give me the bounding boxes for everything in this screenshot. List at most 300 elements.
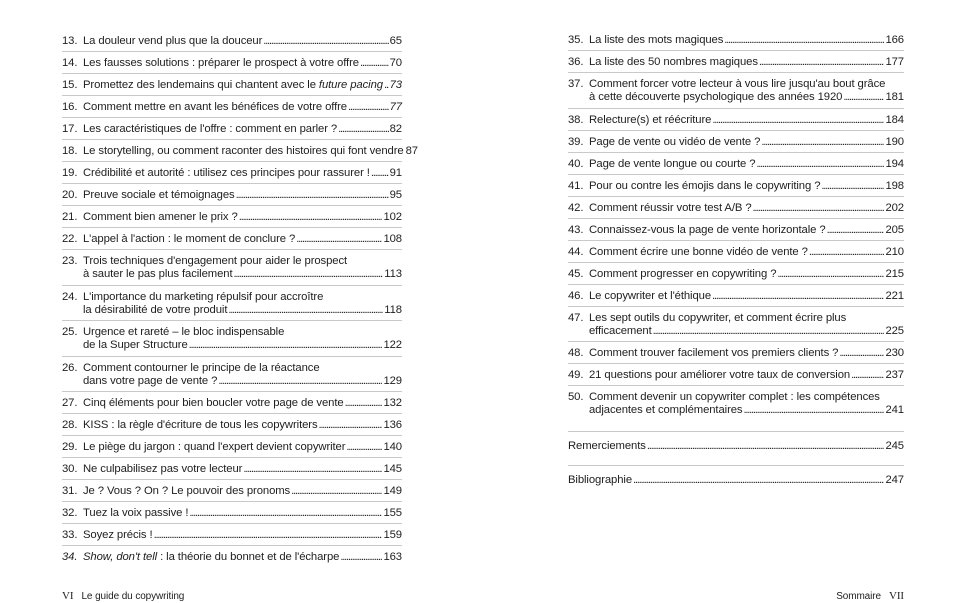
toc-dot-leader (189, 507, 382, 520)
toc-separator (568, 50, 904, 51)
toc-entry-title-text: La douleur vend plus que la douceur (83, 35, 263, 47)
toc-entry (62, 291, 402, 317)
toc-entry-line (62, 397, 402, 410)
footer-left (62, 590, 184, 603)
toc-separator (568, 385, 904, 386)
toc-entry-title-text: Tuez la voix passive ! (83, 507, 189, 519)
toc-entry-title (83, 35, 262, 48)
toc-entry-page: 177 (885, 56, 904, 68)
toc-entry-page: 247 (885, 474, 904, 486)
toc-entry-title-text: La liste des mots magiques (589, 34, 724, 46)
toc-entry (568, 114, 904, 127)
toc-separator (568, 341, 904, 342)
toc-separator (62, 413, 402, 414)
toc-entry-title (83, 145, 404, 158)
toc-dot-leader (263, 35, 388, 48)
toc-entry-title-continued: la désirabilité de votre produit (83, 303, 228, 316)
toc-entry (568, 180, 904, 193)
toc-entry-number: 38. (568, 113, 584, 126)
toc-entry-page: 159 (383, 529, 402, 541)
toc-entry-title-text: KISS : la règle d'écriture de tous les copywriters (83, 419, 318, 431)
toc-dot-leader (296, 233, 382, 246)
toc-separator (62, 161, 402, 162)
toc-entry-title (83, 57, 359, 70)
toc-entry-number: 17. (62, 123, 78, 135)
toc-entry-page: 215 (885, 267, 904, 280)
toc-entry (62, 79, 402, 92)
toc-entry-title-text: Crédibilité et autorité : utilisez ces principes pour rassurer ! (83, 167, 370, 179)
toc-entry-page: 95 (389, 189, 402, 201)
toc-entry-line (62, 57, 402, 70)
toc-entry-number: 40. (568, 157, 584, 170)
toc-dot-leader (843, 91, 884, 104)
toc-entry-line (62, 529, 402, 542)
toc-dot-leader (851, 369, 884, 382)
toc-separator (62, 435, 402, 436)
toc-entry-line (62, 167, 402, 180)
toc-entry-line (62, 304, 402, 317)
toc-entry-title-text: L'appel à l'action : le moment de conclure ? (83, 233, 296, 245)
toc-entry-page: 136 (383, 419, 402, 431)
toc-entry-page: 82 (389, 123, 402, 135)
toc-back-matter-entry (568, 440, 904, 453)
toc-entry-line (62, 255, 402, 268)
toc-entry-line (62, 485, 402, 498)
toc-entry-number: 26. (62, 361, 78, 374)
toc-entry-page: 245 (885, 440, 904, 452)
toc-separator (568, 262, 904, 263)
toc-entry-line (62, 123, 402, 136)
toc-entry-line (568, 114, 904, 127)
toc-entry-number: 14. (62, 57, 78, 69)
toc-entry-line (568, 474, 904, 487)
toc-entry-title-text: Ne culpabilisez pas votre lecteur (83, 463, 243, 475)
toc-entry-title (589, 224, 826, 237)
toc-entry-number: 46. (568, 289, 584, 302)
toc-entry-title (83, 485, 290, 498)
toc-entry-number: 23. (62, 255, 78, 267)
toc-entry-title-text: Je ? Vous ? On ? Le pouvoir des pronoms (83, 485, 291, 497)
toc-entry-title-emphasis: Show, don't tell (83, 551, 158, 563)
toc-entry-number: 34. (62, 551, 78, 563)
toc-entry (62, 145, 418, 158)
toc-entry-number: 41. (568, 179, 584, 192)
toc-separator (62, 249, 402, 250)
toc-entry (568, 369, 904, 382)
toc-dot-leader (234, 268, 384, 281)
toc-entry-line (62, 441, 402, 454)
toc-dot-leader (291, 485, 382, 498)
toc-entry-title (83, 233, 295, 246)
toc-entry-line (62, 79, 402, 92)
toc-entry (62, 57, 402, 70)
toc-entry-line (62, 211, 402, 224)
toc-entry-page: 241 (885, 404, 904, 416)
toc-entry (62, 189, 402, 202)
toc-entry-title (589, 34, 723, 47)
toc-entry-line (62, 233, 402, 246)
toc-entry-number: 32. (62, 507, 78, 519)
toc-separator (62, 391, 402, 392)
toc-entry-number: 29. (62, 441, 78, 453)
toc-entry-title (83, 362, 320, 375)
toc-entry-title-text: Le copywriter et l'éthique (589, 289, 712, 302)
toc-entry-line (62, 507, 402, 520)
toc-entry-page: 230 (885, 347, 904, 359)
toc-entry-title-text: Remerciements (568, 440, 646, 452)
toc-entry-title-text: Comment écrire une bonne vidéo de vente ? (589, 245, 808, 258)
toc-entry-title (83, 326, 284, 339)
toc-entry-title-text: Connaissez-vous la page de vente horizontale ? (589, 223, 826, 236)
toc-entry (62, 101, 402, 114)
toc-entry-page: 108 (383, 233, 402, 245)
toc-entry-line (568, 56, 904, 69)
toc-entry-title-text: Urgence et rareté – le bloc indispensable (83, 326, 285, 338)
toc-entry-line (62, 362, 402, 375)
toc-entry-title-text: L'importance du marketing répulsif pour accroître (83, 290, 324, 303)
toc-entry-title-text: Comment forcer votre lecteur à vous lire jusqu'au bout grâce (589, 78, 886, 90)
toc-entry (62, 551, 402, 564)
toc-entry-page: 129 (383, 374, 402, 387)
toc-entry-line (568, 290, 904, 303)
toc-entry-number: 24. (62, 290, 78, 303)
toc-dot-leader (839, 347, 884, 360)
toc-entry-page: 194 (885, 157, 904, 170)
toc-entry-title-emphasis: future pacing (318, 79, 383, 91)
toc-separator (62, 205, 402, 206)
toc-entry-title-text: Promettez des lendemains qui chantent avec le (83, 79, 319, 91)
toc-entry-page: 198 (885, 179, 904, 192)
toc-entry (568, 246, 904, 259)
toc-separator (568, 284, 904, 285)
toc-entry (568, 290, 904, 303)
toc-entry (568, 34, 904, 47)
toc-entry-page: 155 (383, 507, 402, 519)
toc-entry-title-text: Pour ou contre les émojis dans le copywriting ? (589, 179, 821, 192)
toc-separator (62, 73, 402, 74)
toc-entry-number: 47. (568, 311, 584, 324)
toc-entry-page: 149 (383, 485, 402, 497)
toc-separator (62, 457, 402, 458)
toc-entry (62, 123, 402, 136)
toc-entry-title (83, 123, 337, 136)
toc-entry-page: 225 (885, 324, 904, 337)
toc-separator (62, 183, 402, 184)
toc-entry-page: 221 (885, 289, 904, 302)
toc-entry-title-continued: de la Super Structure (83, 339, 188, 351)
footer-right-page-numeral: VII (889, 590, 904, 602)
toc-entry-title-text: Bibliographie (568, 474, 633, 486)
toc-entry-title (589, 158, 755, 171)
toc-separator (568, 108, 904, 109)
toc-entry-page: 166 (885, 34, 904, 46)
toc-entry-title (83, 419, 318, 432)
toc-dot-leader (371, 167, 389, 180)
toc-entry-title-continued: efficacement (589, 324, 652, 337)
toc-entry-number: 39. (568, 135, 584, 148)
toc-entry-number: 25. (62, 326, 78, 338)
toc-left-page (62, 0, 418, 600)
toc-entry-line (568, 391, 904, 404)
toc-entry-page: 77 (389, 101, 402, 113)
toc-entry-number: 18. (62, 145, 78, 157)
toc-entry (62, 167, 402, 180)
toc-entry-title-text: 21 questions pour améliorer votre taux de conversion (589, 369, 851, 381)
toc-dot-leader (827, 224, 885, 237)
toc-entry-number: 33. (62, 529, 78, 541)
toc-entry-number: 44. (568, 245, 584, 258)
toc-entry-page: 113 (384, 268, 402, 280)
toc-entry-title-text: Cinq éléments pour bien boucler votre page de vente (83, 397, 344, 409)
toc-separator (568, 363, 904, 364)
toc-entry-line (568, 325, 904, 338)
toc-dot-leader (345, 397, 383, 410)
toc-entry-number: 21. (62, 211, 78, 223)
toc-entry (62, 362, 402, 388)
toc-entry-title-text: Les fausses solutions : préparer le prospect à votre offre (83, 57, 359, 69)
toc-entry-line (62, 326, 402, 339)
toc-entry-number: 35. (568, 34, 584, 46)
toc-entry-page: 184 (885, 113, 904, 126)
toc-entry-number: 48. (568, 347, 584, 359)
toc-entry-page: 87 (405, 145, 418, 157)
toc-entry (62, 441, 402, 454)
toc-entry-number: 27. (62, 397, 78, 409)
toc-entry-title (83, 441, 345, 454)
toc-separator (62, 523, 402, 524)
toc-entry-title-text: Comment contourner le principe de la réactance (83, 361, 320, 374)
toc-entry (568, 391, 904, 417)
toc-entry (568, 202, 904, 215)
toc-entry-number: 36. (568, 56, 584, 68)
toc-entry-page: 73 (389, 79, 402, 91)
toc-entry-line (568, 224, 904, 237)
toc-entry-line (62, 101, 402, 114)
toc-entry-title-text: Le piège du jargon : quand l'expert devient copywriter (83, 441, 346, 453)
toc-entry-page: 210 (885, 245, 904, 258)
toc-dot-leader (189, 339, 383, 352)
toc-entry-line (62, 463, 402, 476)
toc-separator (568, 152, 904, 153)
toc-entry-title-continued: à cette découverte psychologique des années 1920 (589, 91, 843, 103)
toc-separator (62, 95, 402, 96)
toc-entry-number: 28. (62, 419, 78, 431)
toc-dot-leader (348, 101, 389, 114)
toc-entry (62, 529, 402, 542)
toc-dot-leader (338, 123, 389, 136)
toc-entry-line (568, 78, 904, 91)
toc-dot-leader (218, 375, 382, 388)
toc-entry (568, 158, 904, 171)
toc-entry-title-continued: adjacentes et complémentaires (589, 404, 743, 416)
toc-dot-leader (724, 34, 884, 47)
toc-separator (568, 465, 904, 466)
toc-dot-leader (777, 268, 884, 281)
toc-entry (62, 211, 402, 224)
toc-entry-title (589, 114, 711, 127)
toc-entry-number: 31. (62, 485, 78, 497)
toc-entry-line (62, 145, 418, 158)
toc-entry-title-text: Comment progresser en copywriting ? (589, 267, 777, 280)
toc-entry-line (568, 440, 904, 453)
toc-entry-title-text: Comment devenir un copywriter complet : les compétences (589, 391, 880, 403)
toc-entry (62, 507, 402, 520)
toc-entry-page: 163 (383, 551, 402, 563)
toc-entry (62, 35, 402, 48)
toc-entry-title (589, 136, 760, 149)
toc-dot-leader (753, 202, 885, 215)
toc-entry-page: 145 (383, 463, 402, 475)
toc-entry-number: 30. (62, 463, 78, 475)
toc-entry (568, 136, 904, 149)
toc-entry-title (589, 246, 808, 259)
toc-dot-leader (712, 290, 884, 303)
toc-entry-title (83, 529, 153, 542)
toc-entry-title-text: La liste des 50 nombres magiques (589, 56, 758, 68)
toc-separator (62, 139, 402, 140)
toc-entry-title (83, 507, 188, 520)
toc-entry-line (568, 369, 904, 382)
toc-entry-title (589, 202, 752, 215)
toc-separator (568, 196, 904, 197)
toc-entry-line (62, 35, 402, 48)
toc-entry (62, 255, 402, 281)
toc-entry-page: 181 (885, 91, 904, 103)
toc-entry-line (568, 312, 904, 325)
toc-entry-title (83, 101, 347, 114)
toc-entry-title-continued: dans votre page de vente ? (83, 374, 218, 387)
toc-entry (62, 419, 402, 432)
footer-left-page-numeral: VI (62, 590, 74, 602)
toc-entry-page: 237 (885, 369, 904, 381)
toc-separator (62, 320, 402, 321)
toc-separator (568, 240, 904, 241)
toc-entry-title (589, 391, 880, 404)
toc-back-matter-entry (568, 474, 904, 487)
toc-entry-line (568, 347, 904, 360)
toc-dot-leader (756, 158, 884, 171)
toc-separator (62, 227, 402, 228)
toc-entry-page: 118 (384, 303, 402, 316)
toc-separator (568, 306, 904, 307)
toc-entry-line (568, 34, 904, 47)
toc-entry-title (589, 268, 776, 281)
toc-entry-line (62, 419, 402, 432)
toc-entry-page: 65 (389, 35, 402, 47)
toc-entry-number: 37. (568, 78, 584, 90)
toc-entry (568, 224, 904, 237)
toc-entry-title (83, 255, 347, 268)
toc-entry-title (589, 369, 850, 382)
toc-entry-title-text: : la théorie du bonnet et de l'écharpe (157, 551, 340, 563)
toc-entry-line (62, 268, 402, 281)
toc-entry-title-text: Soyez précis ! (83, 529, 153, 541)
toc-dot-leader (821, 180, 884, 193)
toc-entry-page: 205 (885, 223, 904, 236)
toc-separator (62, 356, 402, 357)
toc-entry-number: 16. (62, 101, 78, 113)
toc-separator (62, 51, 402, 52)
toc-entry-title-text: Comment réussir votre test A/B ? (589, 201, 752, 214)
toc-entry (568, 268, 904, 281)
toc-entry-title (589, 312, 846, 325)
toc-entry-line (568, 91, 904, 104)
toc-entry-title (83, 189, 235, 202)
toc-entry-title (83, 463, 242, 476)
toc-dot-leader (228, 304, 383, 317)
toc-entry (62, 233, 402, 246)
toc-entry-page: 91 (389, 167, 402, 179)
toc-dot-leader (712, 114, 884, 127)
toc-dot-leader (346, 441, 382, 454)
toc-entry-line (568, 180, 904, 193)
toc-entry-number: 50. (568, 391, 584, 403)
toc-dot-leader (761, 136, 884, 149)
toc-entry-title-text: Comment mettre en avant les bénéfices de votre offre (83, 101, 347, 113)
toc-entry-title-text: Les sept outils du copywriter, et comment écrire plus (589, 311, 847, 324)
toc-entry-title-text: Relecture(s) et réécriture (589, 113, 712, 126)
toc-entry-line (62, 551, 402, 564)
toc-entry-title (589, 78, 885, 91)
toc-entry (568, 78, 904, 104)
toc-entry-title (589, 56, 758, 69)
toc-entry-title-text: Les caractéristiques de l'offre : comment en parler ? (83, 123, 338, 135)
toc-dot-leader (759, 56, 885, 69)
toc-entry-line (568, 202, 904, 215)
toc-entry-line (568, 268, 904, 281)
toc-entry-line (62, 339, 402, 352)
toc-entry-title-text: Page de vente longue ou courte ? (589, 157, 756, 170)
toc-entry-title (589, 290, 711, 303)
toc-entry (568, 347, 904, 360)
toc-entry-number: 15. (62, 79, 78, 91)
toc-entry-page: 132 (383, 397, 402, 409)
toc-entry-title (83, 291, 323, 304)
toc-entry-title-text: Le storytelling, ou comment raconter des histoires qui font vendre (83, 145, 404, 157)
toc-entry-page: 190 (885, 135, 904, 148)
toc-entry-title (83, 79, 383, 92)
toc-entry-title (589, 180, 820, 193)
toc-entry (568, 312, 904, 338)
toc-separator (568, 130, 904, 131)
toc-dot-leader (809, 246, 885, 259)
toc-entry (62, 485, 402, 498)
toc-entry (62, 463, 402, 476)
toc-entry (62, 397, 402, 410)
toc-dot-leader (239, 211, 383, 224)
toc-entry-title (589, 347, 838, 360)
footer-left-book-title: Le guide du copywriting (81, 591, 185, 602)
toc-entry-number: 22. (62, 233, 78, 245)
toc-entry-title-text: Trois techniques d'engagement pour aider le prospect (83, 255, 348, 267)
toc-entry-line (568, 404, 904, 417)
toc-entry (568, 56, 904, 69)
toc-entry-title (83, 397, 344, 410)
toc-entry-number: 13. (62, 35, 78, 47)
toc-entry-page: 140 (383, 441, 402, 453)
toc-dot-leader (236, 189, 389, 202)
toc-separator (62, 545, 402, 546)
toc-entry-title-text: Comment bien amener le prix ? (83, 211, 238, 223)
toc-entry-line (568, 136, 904, 149)
toc-dot-leader (360, 57, 389, 70)
toc-entry-number: 19. (62, 167, 78, 179)
footer-right-section-title: Sommaire (836, 591, 881, 602)
toc-separator (62, 479, 402, 480)
toc-dot-leader (384, 79, 389, 92)
toc-entry-title-text: Comment trouver facilement vos premiers clients ? (589, 347, 839, 359)
toc-entry-number: 20. (62, 189, 78, 201)
